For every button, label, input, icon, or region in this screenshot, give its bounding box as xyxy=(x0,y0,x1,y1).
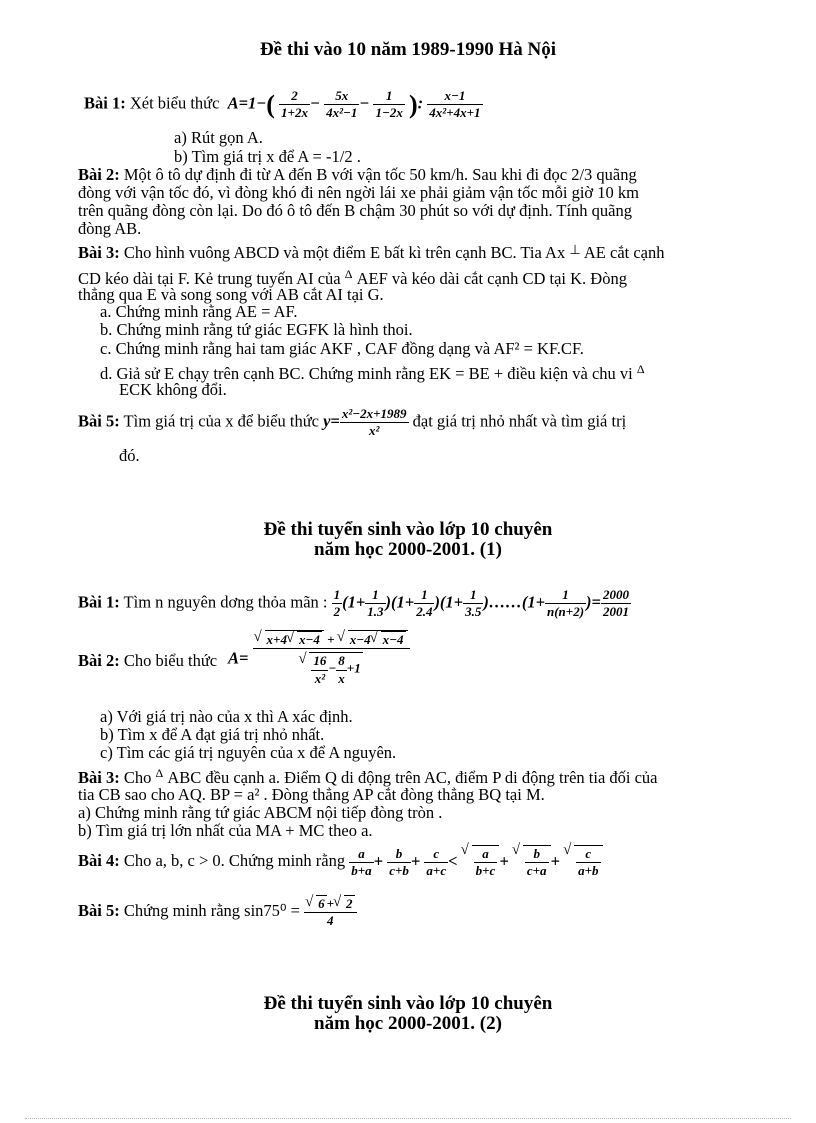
s1-bai1-text: Xét biểu thức xyxy=(129,93,220,113)
s2-bai4-text: Cho a, b, c > 0. Chứng minh rằng xyxy=(123,851,346,871)
s1-bai2-text-3: trên quãng đòng còn lại. Do đó ô tô đến B chậm 30 phút so với dự định. Tính quãng xyxy=(78,201,633,220)
s1-bai1 xyxy=(84,88,483,122)
s2-bai1-label: Bài 1: xyxy=(78,592,120,612)
section1-title: Đề thi vào 10 năm 1989-1990 Hà Nội xyxy=(259,39,557,60)
s2-bai1-text: Tìm n nguyên dơng thỏa mãn : xyxy=(123,592,328,612)
s2-bai2-b: b) Tìm x để A đạt giá trị nhỏ nhất. xyxy=(100,725,325,744)
triangle-symbol: Δ xyxy=(636,362,645,376)
section3-title-2: năm học 2000-2001. (2) xyxy=(314,1013,502,1034)
s1-bai5-formula: y= $\frac{\text{x²−2x+1989}}{\text{x²}}$ xyxy=(323,406,407,439)
section2-title-2: năm học 2000-2001. (1) xyxy=(314,539,502,560)
triangle-symbol: Δ xyxy=(155,766,164,780)
s2-bai3-line2: tia CB sao cho AQ. BP = a² . Đòng thẳng AP cắt đòng thẳng BQ tại M. xyxy=(78,785,545,804)
s1-bai5-after: đạt giá trị nhỏ nhất và tìm giá trị xyxy=(412,411,627,431)
s1-bai2-text-4: đòng AB. xyxy=(78,219,142,238)
s2-bai4-formula: $\frac{a}{b+a}$ + $\frac{b}{c+b}$ + $\frac{c}{a+c}$ < √ $\frac{a}{b+c}$ + √ $\frac{b}{c+a}$ + √ $\frac{c}{a+b}$ xyxy=(349,845,602,880)
s1-bai5-text: Tìm giá trị của x để biểu thức xyxy=(123,411,319,431)
s1-bai1-a: a) Rút gọn A. xyxy=(174,128,263,147)
s2-bai2 xyxy=(78,652,217,669)
section2-title-1: Đề thi tuyển sinh vào lớp 10 chuyên xyxy=(263,519,553,540)
s1-bai5-end: đó. xyxy=(119,446,140,465)
s2-bai2-c: c) Tìm các giá trị nguyên của x để A nguyên. xyxy=(100,743,397,762)
s2-bai4-label: Bài 4: xyxy=(78,851,120,871)
triangle-symbol: Δ xyxy=(344,267,353,281)
s1-bai2-line1 xyxy=(78,166,637,183)
perpendicular-symbol: ⊥ xyxy=(569,242,581,257)
s2-bai1-formula: $\frac{1}{2}$ (1+ $\frac{1}{1.3}$ )(1+ $\frac{1}{2.4}$ )(1+ $\frac{1}{3.5}$ )……(1+ $\frac{1}{n(n+2)}$ )= $\frac{2000}{2001}$ xyxy=(333,587,629,620)
s1-bai1-b: b) Tìm giá trị x để A = -1/2 . xyxy=(174,147,361,166)
section3-title-1: Đề thi tuyển sinh vào lớp 10 chuyên xyxy=(263,993,553,1014)
s2-bai3-b: b) Tìm giá trị lớn nhất của MA + MC theo a. xyxy=(78,821,373,840)
s2-bai3-label: Bài 3: xyxy=(78,768,120,787)
s2-bai5-text: Chứng minh rằng sin75⁰ = xyxy=(123,901,300,921)
s2-bai3-line1: Bài 3: Cho $^\Delta$ ABC đều cạnh a. Điểm Q di động trên AC, điểm P di động trên tia đối của xyxy=(78,766,658,787)
s2-bai2-text: Cho biểu thức xyxy=(123,651,218,670)
s1-bai1-formula: A=1−( $\frac{2}{1+2x}$ − $\frac{5x}{\text{4x²−1}}$ − $\frac{1}{1-2x}$ ): $\frac{x-1}{\text{4x²+4x+1}}$ xyxy=(227,88,481,121)
s1-bai3-d1: d. Giả sử E chạy trên cạnh BC. Chứng minh rằng EK = BE + điều kiện và chu vi $^\Delta$ xyxy=(100,362,645,383)
page-bottom-divider xyxy=(25,1118,791,1119)
s2-bai5 xyxy=(78,895,357,930)
s2-bai3-a: a) Chứng minh rằng tứ giác ABCM nội tiếp đòng tròn . xyxy=(78,803,443,822)
s1-bai2-text-2: đòng với vận tốc đó, vì đòng khó đi nên ngời lái xe phải giảm vận tốc mỗi giờ 10 km xyxy=(78,183,639,202)
s2-bai2-label: Bài 2: xyxy=(78,651,120,670)
s1-bai1-label: Bài 1: xyxy=(84,93,126,113)
s2-bai2-a: a) Với giá trị nào của x thì A xác định. xyxy=(100,707,353,726)
s1-bai3-c: c. Chứng minh rằng hai tam giác AKF , CAF đồng dạng và AF² = KF.CF. xyxy=(100,339,584,358)
s1-bai3-line1: Bài 3: Cho hình vuông ABCD và một điểm E bất kì trên cạnh BC. Tia Ax ⊥ AE cắt cạnh xyxy=(78,242,665,262)
s2-bai2-formula: A= √ x+4√ x−4 + √ x−4√ x−4 √ $\frac{16}{\text{x²}}$ − $\frac{8}{x}$ +1 xyxy=(228,630,410,687)
s1-bai3-b: b. Chứng minh rằng tứ giác EGFK là hình thoi. xyxy=(100,320,413,339)
s1-bai3-d2: ECK không đổi. xyxy=(119,380,227,399)
s2-bai1 xyxy=(78,587,631,621)
s1-bai5 xyxy=(78,406,626,440)
s1-bai2-text-1: Một ô tô dự định đi từ A đến B với vận tốc 50 km/h. Sau khi đi đọc 2/3 quãng xyxy=(123,165,637,184)
s2-bai5-formula: √ $\frac{6 +√ 2}{4}$ xyxy=(304,895,356,930)
s1-bai3-line2: CD kéo dài tại F. Kẻ trung tuyến AI của $^\Delta$ AEF và kéo dài cắt cạnh CD tại K. Đòng xyxy=(78,267,627,288)
s2-bai5-label: Bài 5: xyxy=(78,901,120,921)
s2-bai4 xyxy=(78,845,603,880)
s1-bai2-label: Bài 2: xyxy=(78,165,120,184)
s1-bai3-label: Bài 3: xyxy=(78,243,120,262)
s1-bai3-line3: thẳng qua E và song song với AB cắt AI tại G. xyxy=(78,285,384,304)
s1-bai5-label: Bài 5: xyxy=(78,411,120,431)
s1-bai3-a: a. Chứng minh rằng AE = AF. xyxy=(100,302,298,321)
